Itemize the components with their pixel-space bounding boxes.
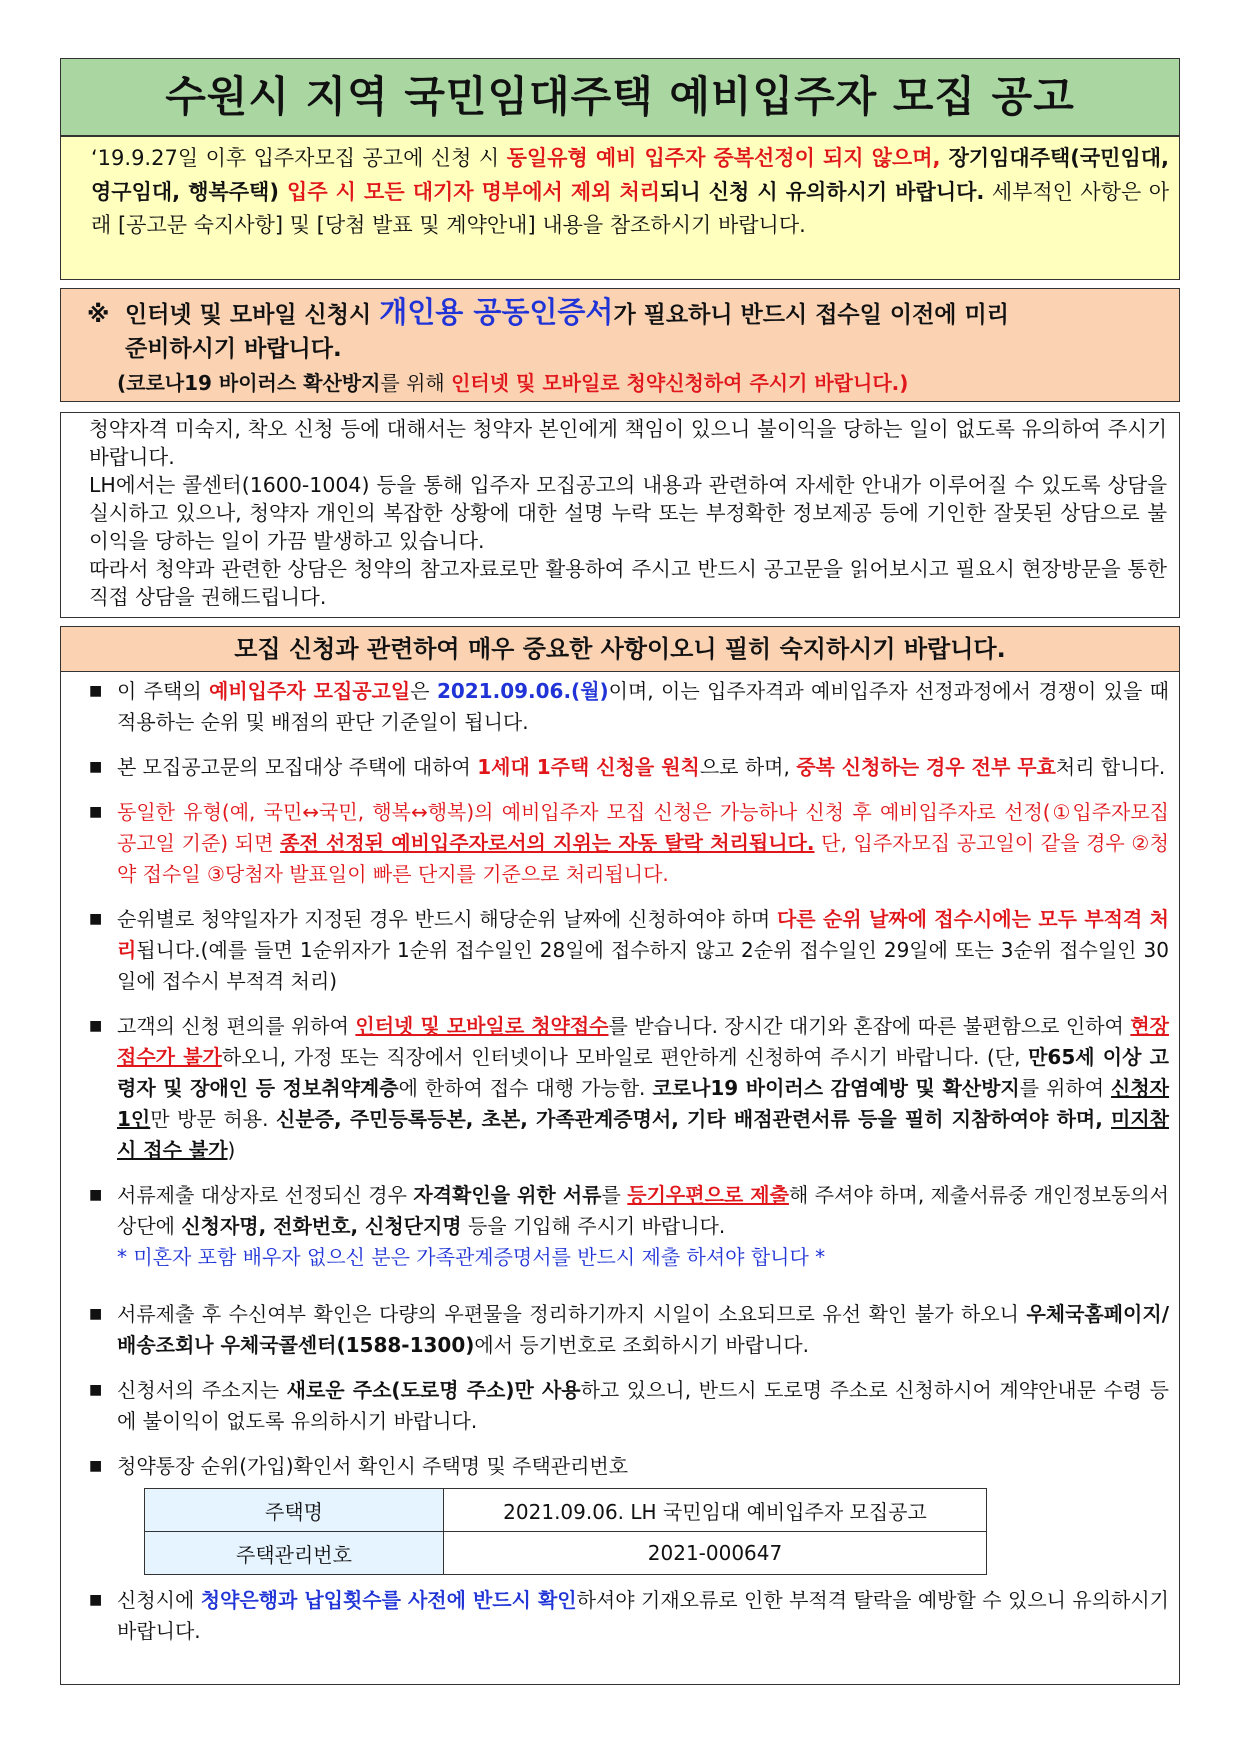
list-item <box>89 904 1169 997</box>
item-text: 하셔야 기재오류로 인한 부적격 탈락을 예방할 수 있으니 유의하시기 바랍니다. <box>117 1588 1169 1643</box>
notice-text: 를 위해 <box>380 371 452 395</box>
item-bold: 코로나19 바이러스 감염예방 및 확산방지 <box>652 1076 1020 1100</box>
notice-covid: (코로나19 바이러스 확산방지 <box>117 371 381 395</box>
item-text: 에 한하여 접수 대행 가능함. <box>398 1076 653 1100</box>
item-highlight: 종전 선정된 예비입주자로서의 지위는 자동 탈락 처리됩니다. <box>280 831 815 855</box>
item-highlight: 등기우편으로 제출 <box>627 1183 789 1207</box>
item-text: 신청시에 <box>117 1588 201 1612</box>
warning-box <box>60 412 1180 618</box>
item-text: 됩니다. <box>136 938 201 962</box>
item-text: 신청서의 주소지는 <box>117 1378 287 1402</box>
important-items-box <box>60 626 1180 1685</box>
intro-highlight: 입주 시 모든 대기자 명부에서 제외 처리 <box>287 179 661 204</box>
item-text: 하고 있으니, 반드시 도로명 주소로 신청하시어 계약안내문 수령 등에 불이익이 없도록 유의하시기 바랍니다. <box>117 1378 1169 1433</box>
square-bullet-icon: ■ <box>89 759 103 775</box>
square-bullet-icon: ■ <box>89 1458 103 1474</box>
item-text: 서류제출 후 수신여부 확인은 다량의 우편물을 정리하기까지 시일이 소요되므로 유선 확인 불가 하오니 <box>117 1302 1027 1326</box>
warning-paragraph: LH에서는 콜센터(1600-1004) 등을 통해 입주자 모집공고의 내용과 관련하여 자세한 안내가 이루어질 수 있도록 상담을 실시하고 있으나, 청약자 개인의 복잡한 상황에 대한 설명 누락 또는 부정확한 정보제공 등에 기인한 잘못된 상담으로 불이익을 당하는 일이 가끔 발생하고 있습니다. <box>89 473 1167 553</box>
item-highlight: 예비입주자 모집공고일 <box>209 679 411 703</box>
item-text: 해 주셔야 하며, 제출서류중 개인정보동의서 상단에 <box>117 1183 1169 1238</box>
notice-certificate: 개인용 공동인증서 <box>379 295 614 329</box>
certificate-notice <box>60 288 1180 402</box>
item-highlight: 다른 순위 날짜에 접수시에는 모두 부적격 처리 <box>117 907 1169 962</box>
announcement-date: 2021.09.06.(월) <box>436 679 609 703</box>
square-bullet-icon: ■ <box>89 1187 103 1203</box>
item-text: 를 <box>601 1183 628 1207</box>
square-bullet-icon: ■ <box>89 683 103 699</box>
item-bold: 신청자명, 전화번호, 신청단지명 <box>181 1214 462 1238</box>
unmarried-note: * 미혼자 포함 배우자 없으신 분은 가족관계증명서를 반드시 제출 하셔야 합니다 * <box>117 1245 826 1269</box>
list-item <box>89 1585 1169 1647</box>
item-bold: 새로운 주소(도로명 주소)만 사용 <box>286 1378 581 1402</box>
item-bold: 신분증, 주민등록등본, 초본, 가족관계증명서, 기타 배점관련서류 등을 필히 지참하여야 하며, <box>276 1107 1112 1131</box>
item-text: 고객의 신청 편의를 위하여 <box>117 1014 356 1038</box>
item-text: 서류제출 대상자로 선정되신 경우 <box>117 1183 414 1207</box>
item-text: 등을 기입해 주시기 바랍니다. <box>461 1214 726 1238</box>
important-heading: 모집 신청과 관련하여 매우 중요한 사항이오니 필히 숙지하시기 바랍니다. <box>61 627 1179 672</box>
notice-online: 인터넷 및 모바일로 청약신청하여 주시기 바랍니다.) <box>451 371 909 395</box>
page-title: 수원시 지역 국민임대주택 예비입주자 모집 공고 <box>60 58 1180 136</box>
item-bold: 신청자 1인 <box>117 1076 1170 1131</box>
housing-info-table <box>144 1488 987 1575</box>
item-text: 만 방문 허용. <box>150 1107 277 1131</box>
reference-mark: ※ <box>87 302 110 328</box>
item-highlight: 청약은행과 납입횟수를 사전에 반드시 확인 <box>200 1588 577 1612</box>
item-text: 를 받습니다. 장시간 대기와 혼잡에 따른 불편함으로 인하여 <box>608 1014 1131 1038</box>
item-text: 를 위하여 <box>1019 1076 1112 1100</box>
intro-highlight: 동일유형 예비 입주자 중복선정이 되지 않으며, <box>506 146 941 170</box>
item-highlight: 1세대 1주택 신청을 원칙 <box>477 755 700 779</box>
intro-box <box>60 136 1180 280</box>
item-text: ) <box>227 1138 236 1162</box>
square-bullet-icon: ■ <box>89 911 103 927</box>
item-bold: 만65세 이상 고령자 및 장애인 등 정보취약계층 <box>117 1045 1170 1100</box>
notice-text: 인터넷 및 모바일 신청시 <box>125 302 380 328</box>
notice-text: 가 필요하니 반드시 접수일 이전에 미리 <box>613 302 1009 328</box>
square-bullet-icon: ■ <box>89 1306 103 1322</box>
housing-name-value: 2021.09.06. LH 국민임대 예비입주자 모집공고 <box>444 1489 987 1532</box>
item-highlight: 인터넷 및 모바일로 청약접수 <box>355 1014 609 1038</box>
item-text: 이 주택의 <box>117 679 210 703</box>
item-text: 청약통장 순위(가입)확인서 확인시 주택명 및 주택관리번호 <box>117 1454 629 1478</box>
item-text: 에서 등기번호로 조회하시기 바랍니다. <box>474 1333 809 1357</box>
warning-paragraph: 따라서 청약과 관련한 상담은 청약의 참고자료로만 활용하여 주시고 반드시 공고문을 읽어보시고 필요시 현장방문을 통한 직접 상담을 권해드립니다. <box>89 557 1167 609</box>
intro-bold: 장기임대주택(국민임대, 영구임대, 행복주택) <box>91 146 1170 204</box>
square-bullet-icon: ■ <box>89 804 103 820</box>
list-item <box>89 752 1169 783</box>
list-item <box>89 1375 1169 1437</box>
warning-paragraph: 청약자격 미숙지, 착오 신청 등에 대해서는 청약자 본인에게 책임이 있으니 불이익을 당하는 일이 없도록 유의하여 주시기 바랍니다. <box>89 417 1167 469</box>
square-bullet-icon: ■ <box>89 1592 103 1608</box>
intro-bold: 되니 신청 시 유의하시기 바랍니다. <box>660 179 985 204</box>
item-text: 순위별로 청약일자가 지정된 경우 반드시 해당순위 날짜에 신청하여야 하며 <box>117 907 777 931</box>
list-item <box>89 1299 1169 1361</box>
item-bold: 자격확인을 위한 서류 <box>413 1183 602 1207</box>
square-bullet-icon: ■ <box>89 1382 103 1398</box>
item-text: 하오니, 가정 또는 직장에서 인터넷이나 모바일로 편안하게 신청하여 주시기 바랍니다. (단, <box>221 1045 1029 1069</box>
item-text: 은 <box>410 679 437 703</box>
item-text: 이며, 이는 입주자격과 예비입주자 선정과정에서 경쟁이 있을 때 적용하는 순위 및 배점의 판단 기준일이 됩니다. <box>117 679 1169 734</box>
list-item <box>89 1011 1169 1166</box>
square-bullet-icon: ■ <box>89 1018 103 1034</box>
table-row <box>145 1532 987 1575</box>
item-text: 동일한 유형(예, 국민↔국민, 행복↔행복)의 예비입주자 모집 신청은 가능하나 신청 후 예비입주자로 선정(①입주자모집 공고일 기준) 되면 <box>117 800 1169 855</box>
housing-name-label: 주택명 <box>145 1489 444 1532</box>
item-highlight: 현장접수가 불가 <box>117 1014 1169 1069</box>
item-bold: 미지참시 접수 불가 <box>117 1107 1169 1162</box>
item-example: (예를 들면 1순위자가 1순위 접수일인 28일에 접수하지 않고 2순위 접수일인 29일에 또는 3순위 접수일인 30일에 접수시 부적격 처리) <box>117 938 1169 993</box>
intro-text: 세부적인 사항은 아래 [공고문 숙지사항] 및 [당첨 발표 및 계약안내] 내용을 참조하시기 바랍니다. <box>91 179 1169 237</box>
housing-number-value: 2021-000647 <box>444 1532 987 1575</box>
list-item <box>89 797 1169 890</box>
item-text: 단, 입주자모집 공고일이 같을 경우 ②청약 접수일 ③당첨자 발표일이 빠른 단지를 기준으로 처리됩니다. <box>117 831 1170 886</box>
item-bold: 우체국홈페이지/배송조회나 우체국콜센터(1588-1300) <box>117 1302 1169 1357</box>
item-highlight: 중복 신청하는 경우 전부 무효 <box>796 755 1056 779</box>
item-text: 으로 하며, <box>699 755 797 779</box>
item-text: 본 모집공고문의 모집대상 주택에 대하여 <box>117 755 478 779</box>
list-item <box>89 1451 1169 1482</box>
list-item <box>89 676 1169 738</box>
list-item <box>89 1180 1169 1273</box>
intro-text: ‘19.9.27일 이후 입주자모집 공고에 신청 시 <box>91 146 507 170</box>
item-text: 처리 합니다. <box>1055 755 1166 779</box>
notice-text: 준비하시기 바랍니다. <box>125 336 342 362</box>
table-row <box>145 1489 987 1532</box>
housing-number-label: 주택관리번호 <box>145 1532 444 1575</box>
